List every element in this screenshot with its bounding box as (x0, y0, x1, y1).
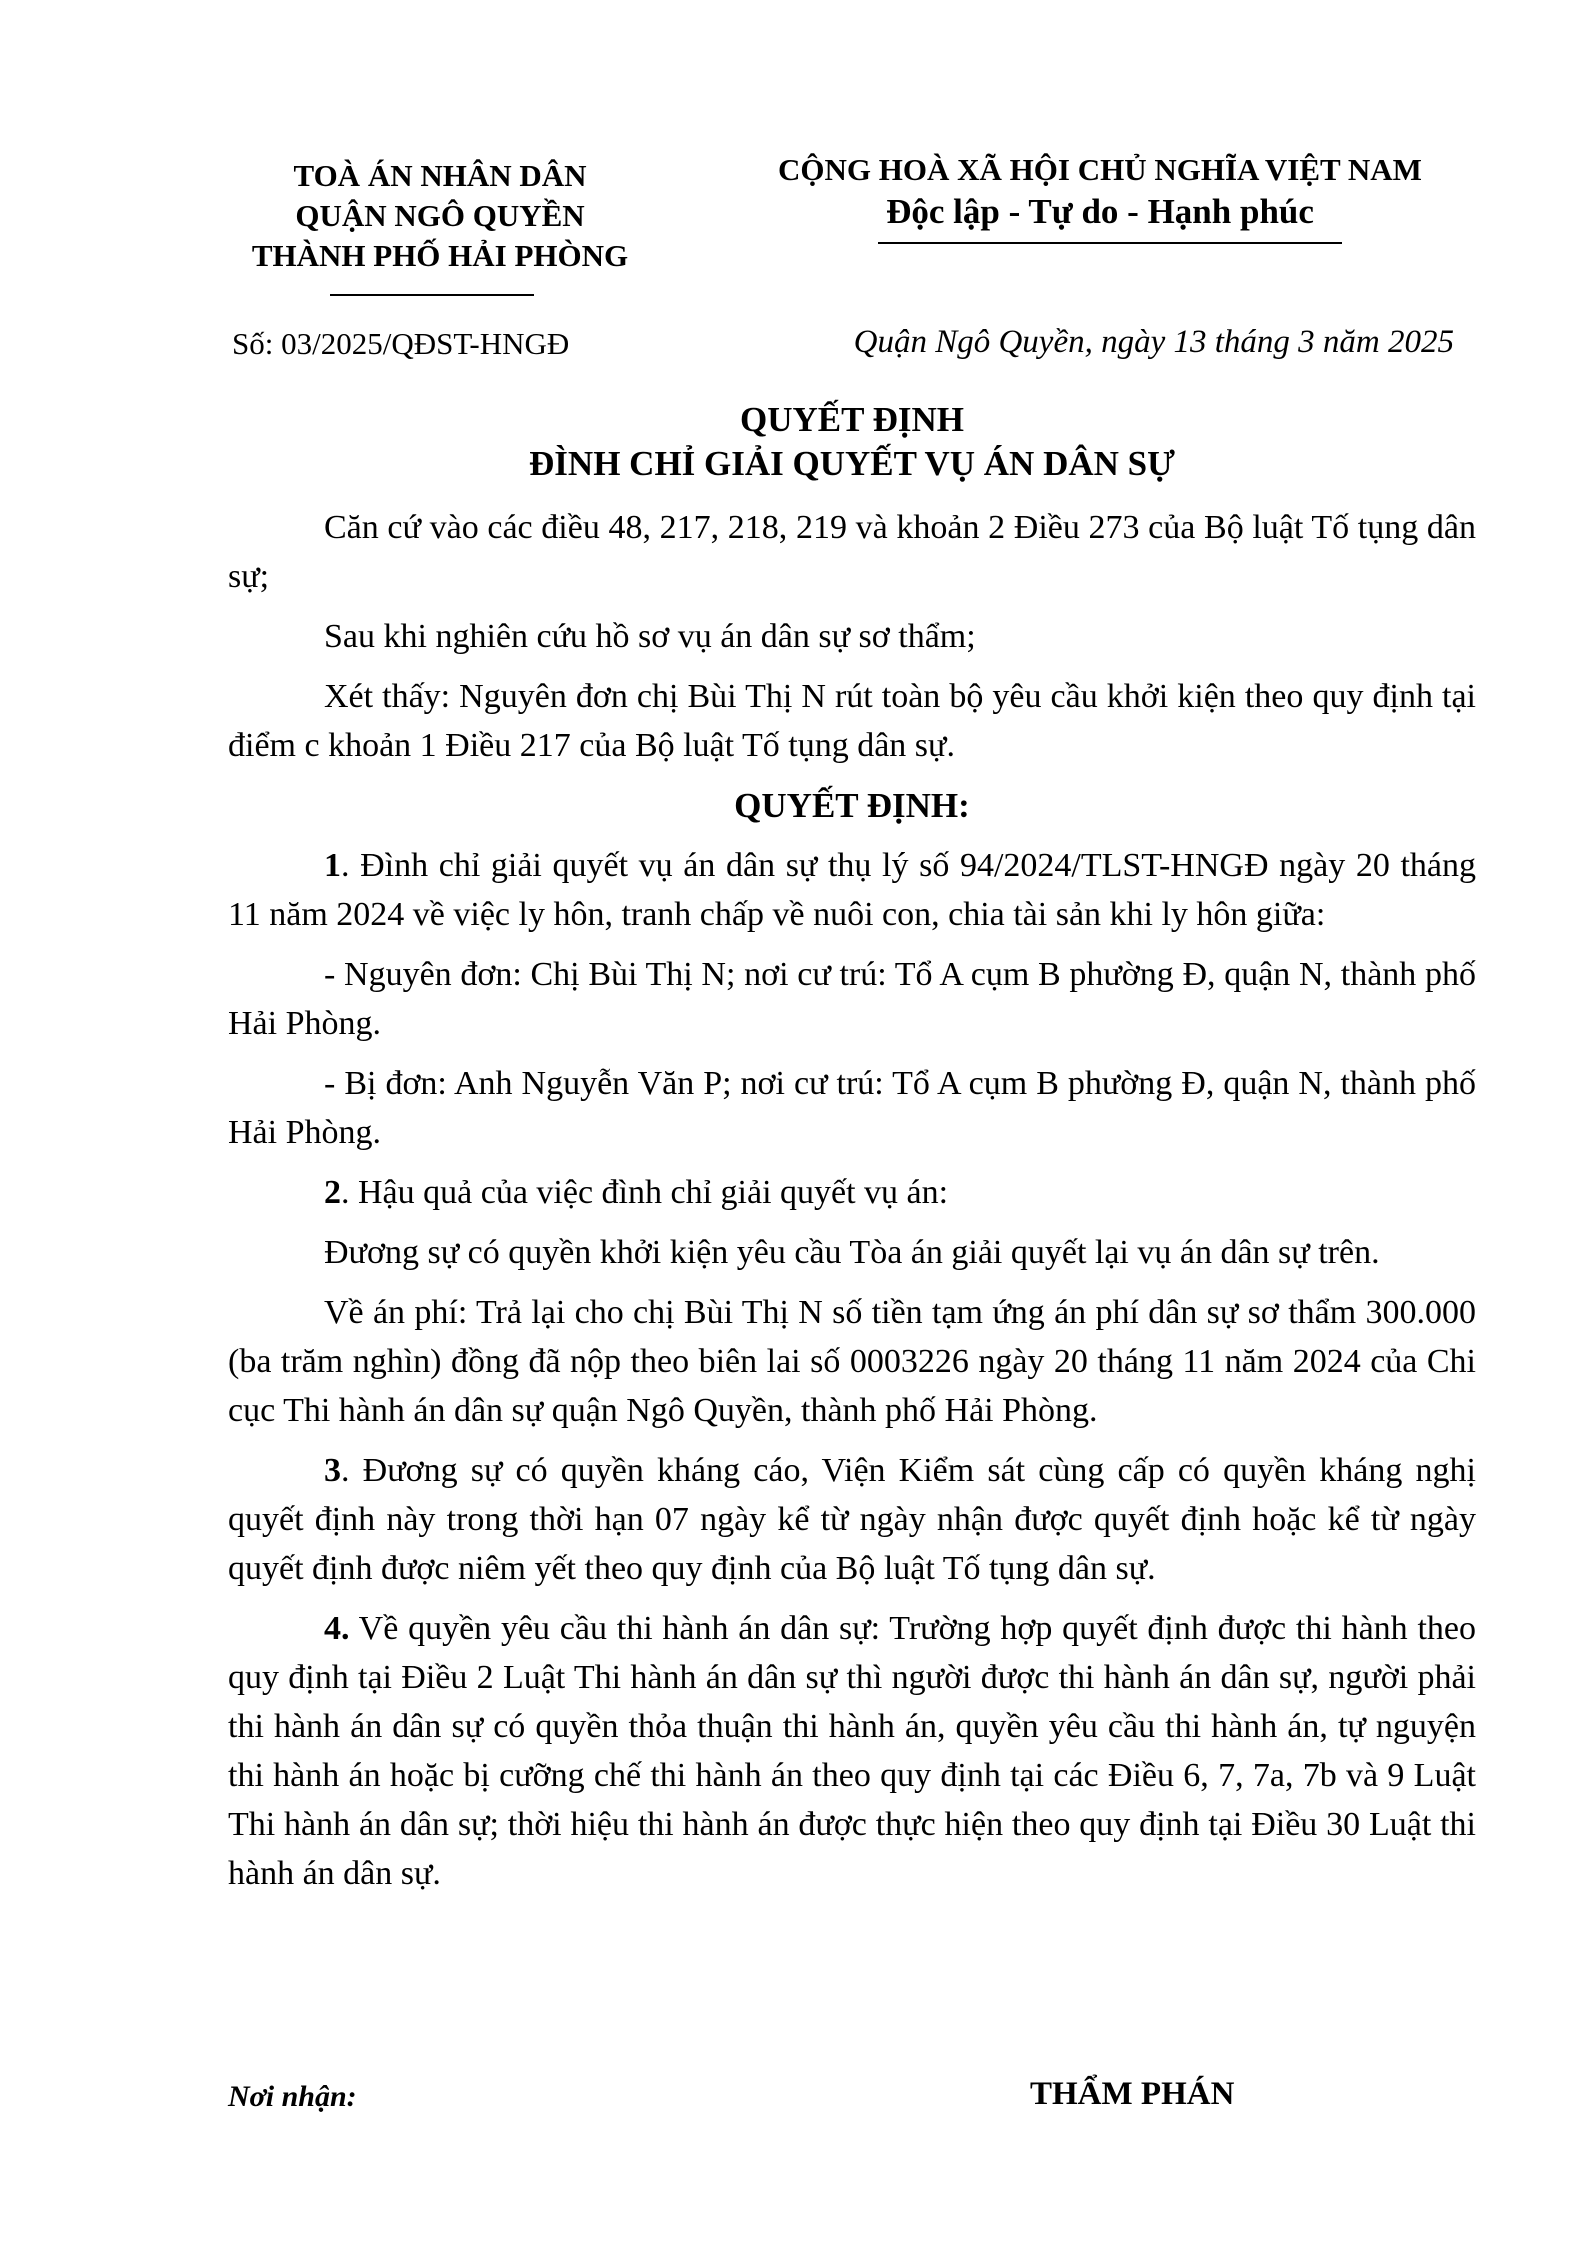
national-header (740, 150, 1460, 234)
court-fee-paragraph: Về án phí: Trả lại cho chị Bùi Thị N số tiền tạm ứng án phí dân sự sơ thẩm 300.000 (ba trăm nghìn) đồng đã nộp theo biên lai số 0003226 ngày 20 tháng 11 năm 2024 của Chi cục Thi hành án dân sự quận Ngô Quyền, thành phố Hải Phòng. (228, 1294, 1476, 1429)
section-4-text: Về quyền yêu cầu thi hành án dân sự: Trường hợp quyết định được thi hành theo quy định tại Điều 2 Luật Thi hành án dân sự thì người được thi hành án dân sự, người phải thi hành án dân sự có quyền thỏa thuận thi hành án, quyền yêu cầu thi hành án, tự nguyện thi hành án hoặc bị cưỡng chế thi hành án theo quy định tại các Điều 6, 7, 7a, 7b và 9 Luật Thi hành án dân sự; thời hiệu thi hành án được thực hiện theo quy định tại Điều 30 Luật thi hành án dân sự. (228, 1610, 1476, 1892)
section-3-text: . Đương sự có quyền kháng cáo, Viện Kiểm sát cùng cấp có quyền kháng nghị quyết định này trong thời hạn 07 ngày kể từ ngày nhận được quyết định hoặc kể từ ngày quyết định được niêm yết theo quy định của Bộ luật Tố tụng dân sự. (228, 1452, 1476, 1587)
section-3-paragraph (228, 1446, 1476, 1593)
section-3-number: 3 (324, 1452, 341, 1489)
document-body (228, 503, 1476, 1909)
court-name-line-3: THÀNH PHỐ HẢI PHÒNG (251, 238, 629, 273)
nation-name: CỘNG HOÀ XÃ HỘI CHỦ NGHĨA VIỆT NAM (778, 152, 1422, 187)
document-title (228, 398, 1476, 486)
section-2-number: 2 (324, 1174, 341, 1211)
finding-paragraph: Xét thấy: Nguyên đơn chị Bùi Thị N rút toàn bộ yêu cầu khởi kiện theo quy định tại điểm c khoản 1 Điều 217 của Bộ luật Tố tụng dân sự. (228, 678, 1476, 764)
section-1-number: 1 (324, 847, 341, 884)
section-2-text: . Hậu quả của việc đình chỉ giải quyết vụ án: (341, 1174, 949, 1211)
re-filing-right-paragraph: Đương sự có quyền khởi kiện yêu cầu Tòa án giải quyết lại vụ án dân sự trên. (324, 1234, 1380, 1271)
section-1-text: . Đình chỉ giải quyết vụ án dân sự thụ lý số 94/2024/TLST-HNGĐ ngày 20 tháng 11 năm 2024 về việc ly hôn, tranh chấp về nuôi con, chia tài sản khi ly hôn giữa: (228, 847, 1476, 933)
court-underline (330, 294, 534, 296)
court-name-line-2: QUẬN NGÔ QUYỀN (295, 198, 585, 233)
court-header (200, 156, 680, 276)
section-1-paragraph (228, 841, 1476, 939)
decision-heading: QUYẾT ĐỊNH: (734, 786, 970, 825)
title-line-1: QUYẾT ĐỊNH (740, 400, 964, 439)
review-paragraph: Sau khi nghiên cứu hồ sơ vụ án dân sự sơ thẩm; (324, 618, 976, 655)
court-name-line-1: TOÀ ÁN NHÂN DÂN (293, 158, 587, 193)
signer-title: THẨM PHÁN (1030, 2076, 1235, 2112)
place-and-date: Quận Ngô Quyền, ngày 13 tháng 3 năm 2025 (853, 324, 1454, 360)
section-4-paragraph (228, 1604, 1476, 1898)
section-4-number: 4. (324, 1610, 350, 1647)
legal-basis-paragraph: Căn cứ vào các điều 48, 217, 218, 219 và khoản 2 Điều 273 của Bộ luật Tố tụng dân sự; (228, 509, 1476, 595)
national-motto: Độc lập - Tự do - Hạnh phúc (886, 192, 1314, 231)
title-line-2: ĐÌNH CHỈ GIẢI QUYẾT VỤ ÁN DÂN SỰ (529, 444, 1175, 483)
motto-underline (878, 242, 1342, 244)
plaintiff-paragraph: - Nguyên đơn: Chị Bùi Thị N; nơi cư trú: Tổ A cụm B phường Đ, quận N, thành phố Hải Phòng. (228, 956, 1476, 1042)
section-2-paragraph (228, 1168, 1476, 1217)
reference-number: Số: 03/2025/QĐST-HNGĐ (232, 326, 570, 361)
recipients-label: Nơi nhận: (228, 2080, 357, 2113)
defendant-paragraph: - Bị đơn: Anh Nguyễn Văn P; nơi cư trú: Tổ A cụm B phường Đ, quận N, thành phố Hải Phòng. (228, 1065, 1476, 1151)
